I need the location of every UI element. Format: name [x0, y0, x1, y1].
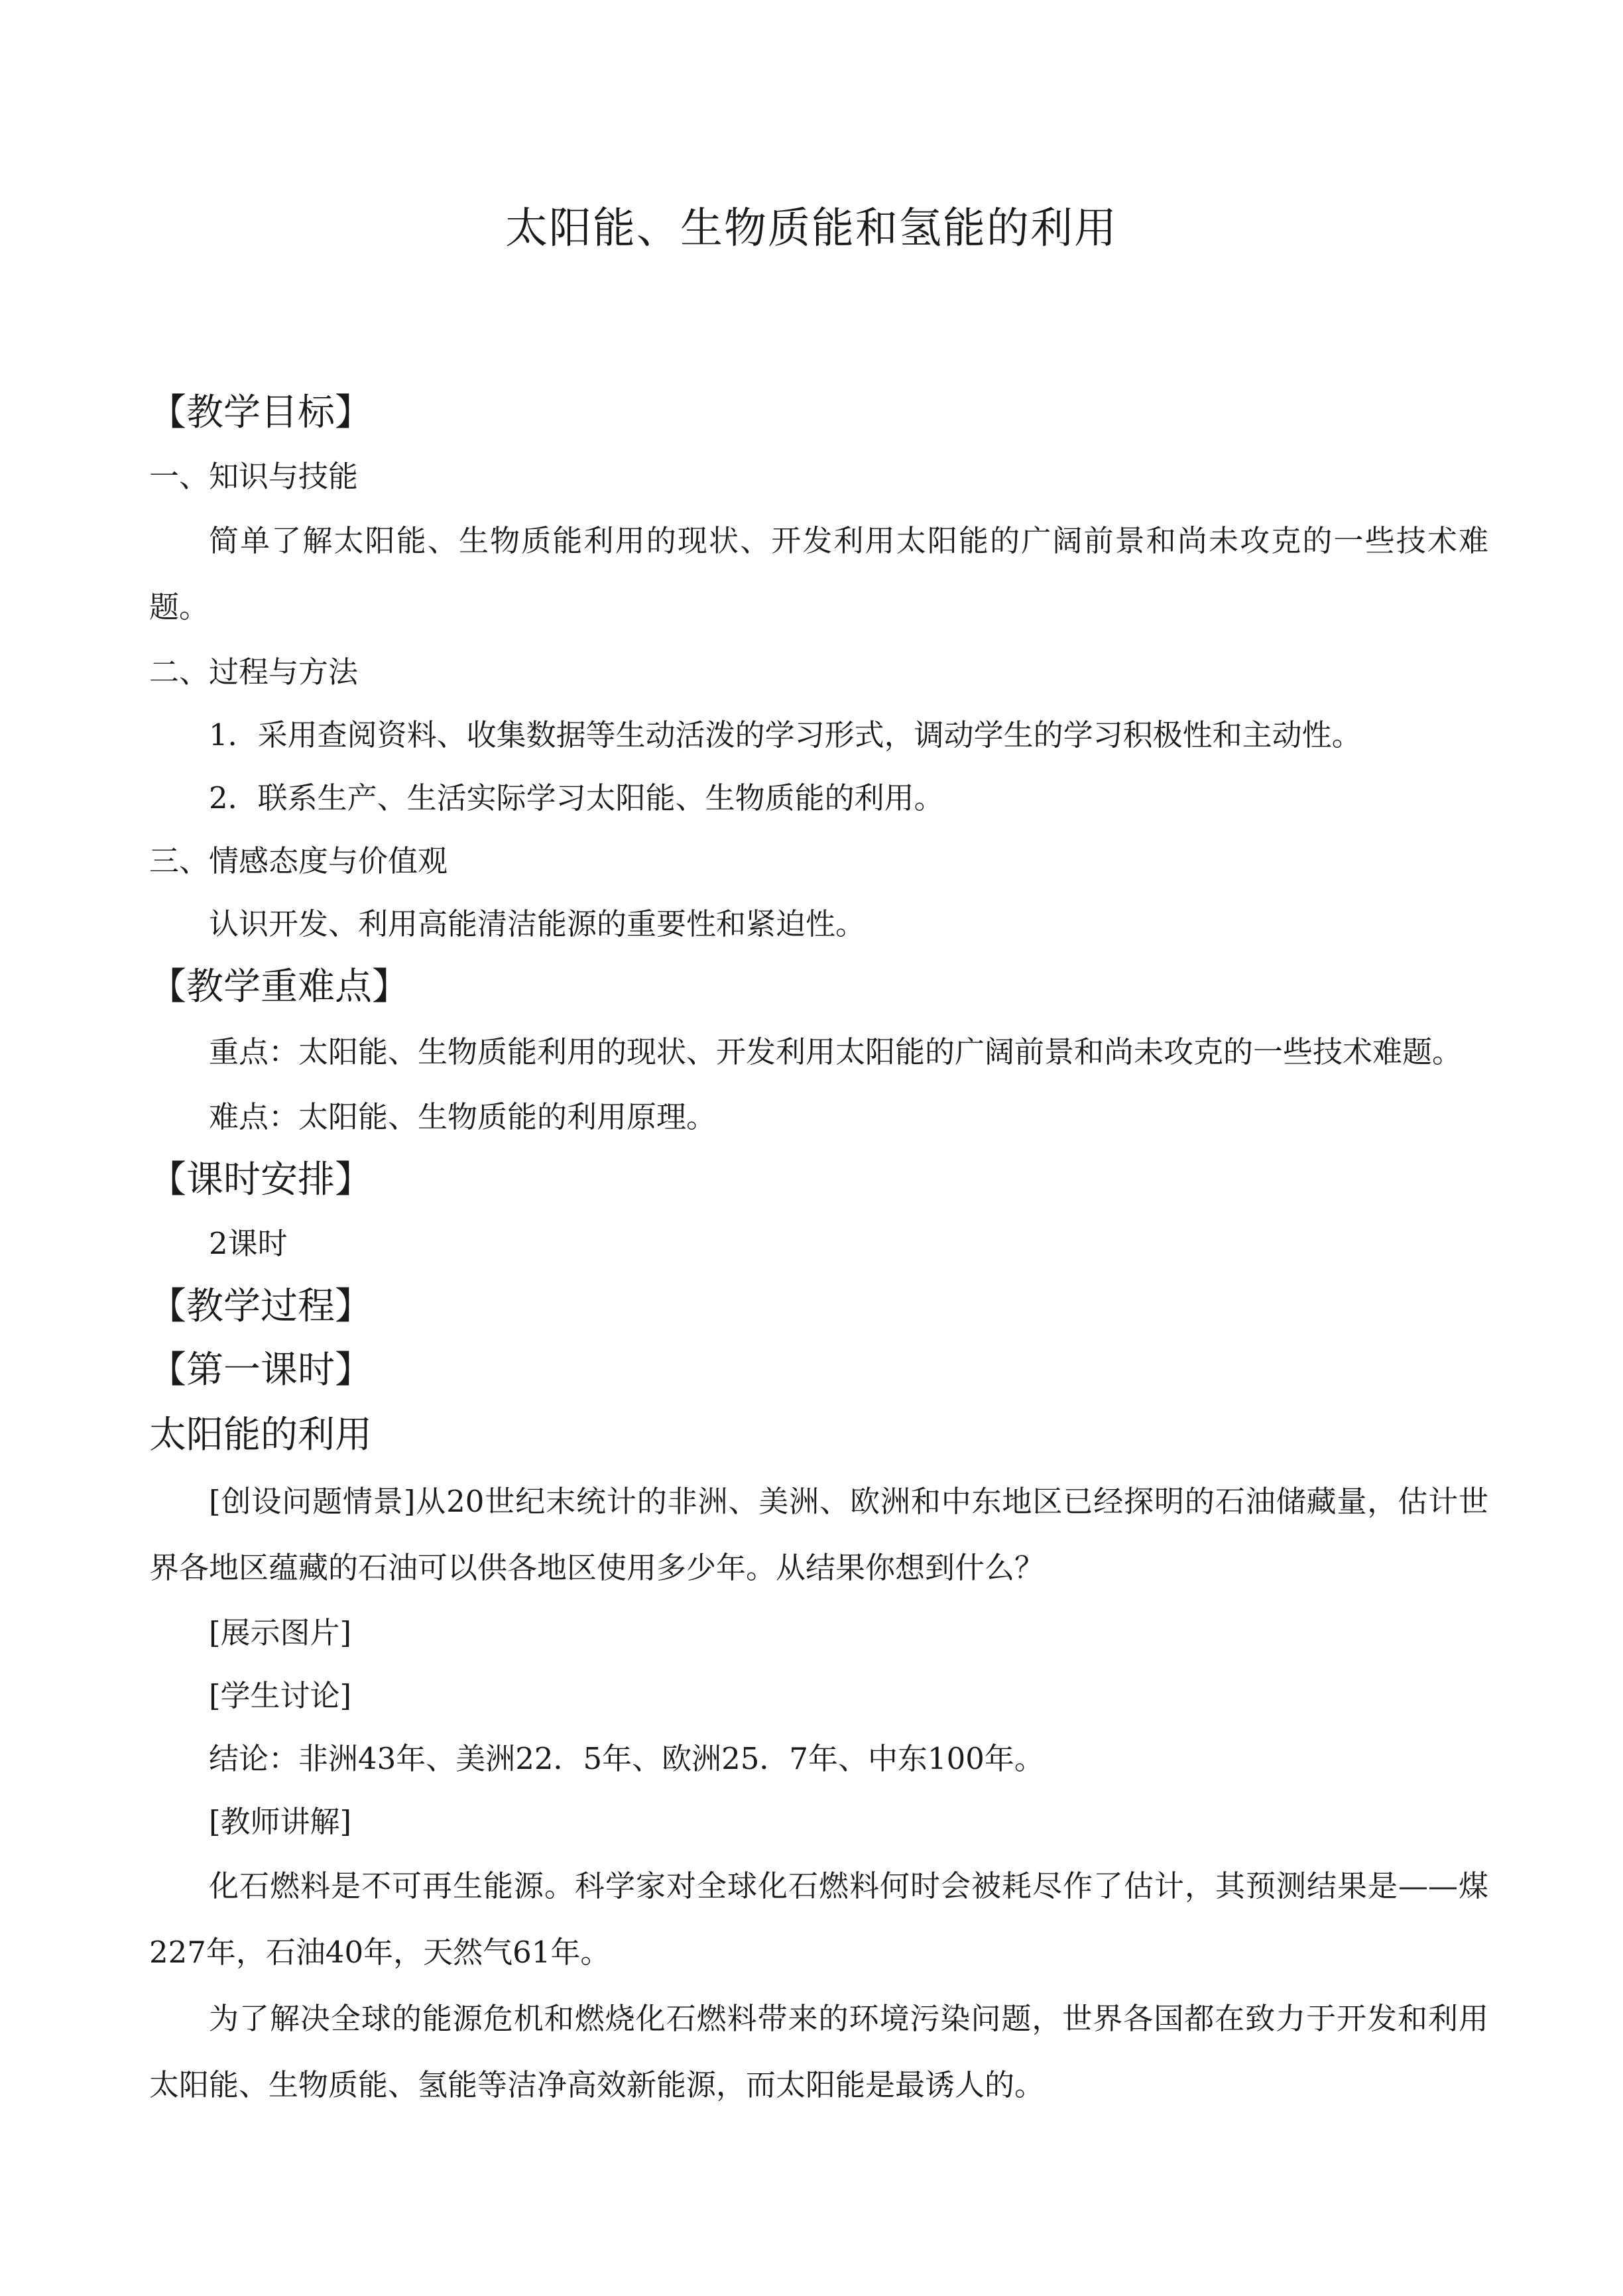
paragraph-teacher-explain: [教师讲解]: [209, 1804, 352, 1839]
heading-lesson-1: 【第一课时】: [149, 1349, 372, 1392]
paragraph-fossil-fuels: 化石燃料是不可再生能源。科学家对全球化石燃料何时会被耗尽作了估计，其预测结果是——煤227年，石油40年，天然气61年。: [149, 1868, 1488, 1970]
paragraph-attitude-values: 认识开发、利用高能清洁能源的重要性和紧迫性。: [209, 906, 866, 941]
paragraph-difficulty: 难点：太阳能、生物质能的利用原理。: [209, 1099, 717, 1134]
heading-teaching-goals: 【教学目标】: [149, 391, 372, 434]
document-title: 太阳能、生物质能和氢能的利用: [505, 204, 1118, 253]
list-item-process-1: 1．采用查阅资料、收集数据等生动活泼的学习形式，调动学生的学习积极性和主动性。: [209, 717, 1362, 753]
paragraph-student-discussion: [学生讨论]: [209, 1678, 352, 1713]
subheading-process-method: 二、过程与方法: [149, 654, 359, 690]
paragraph-schedule: 2课时: [209, 1226, 288, 1261]
paragraph-show-pictures: [展示图片]: [209, 1615, 352, 1650]
document-body: [149, 381, 1488, 2118]
heading-schedule: 【课时安排】: [149, 1158, 372, 1201]
topic-solar-energy: 太阳能的利用: [149, 1414, 372, 1457]
subheading-attitude-values: 三、情感态度与价值观: [149, 843, 448, 878]
list-item-process-2: 2．联系生产、生活实际学习太阳能、生物质能的利用。: [209, 780, 944, 816]
heading-key-points: 【教学重难点】: [149, 965, 409, 1008]
paragraph-knowledge-skills: 简单了解太阳能、生物质能利用的现状、开发利用太阳能的广阔前景和尚未攻克的一些技术难题。: [149, 523, 1488, 625]
heading-teaching-process: 【教学过程】: [149, 1285, 372, 1328]
paragraph-focus: 重点：太阳能、生物质能利用的现状、开发利用太阳能的广阔前景和尚未攻克的一些技术难题。: [209, 1034, 1463, 1069]
paragraph-conclusion: 结论：非洲43年、美洲22．5年、欧洲25．7年、中东100年。: [209, 1741, 1044, 1776]
paragraph-problem-scenario: [创设问题情景]从20世纪末统计的非洲、美洲、欧洲和中东地区已经探明的石油储藏量，估计世界各地区蕴藏的石油可以供各地区使用多少年。从结果你想到什么？: [149, 1484, 1488, 1585]
subheading-knowledge-skills: 一、知识与技能: [149, 459, 359, 494]
paragraph-energy-crisis: 为了解决全球的能源危机和燃烧化石燃料带来的环境污染问题，世界各国都在致力于开发和利用太阳能、生物质能、氢能等洁净高效新能源，而太阳能是最诱人的。: [149, 2001, 1488, 2102]
